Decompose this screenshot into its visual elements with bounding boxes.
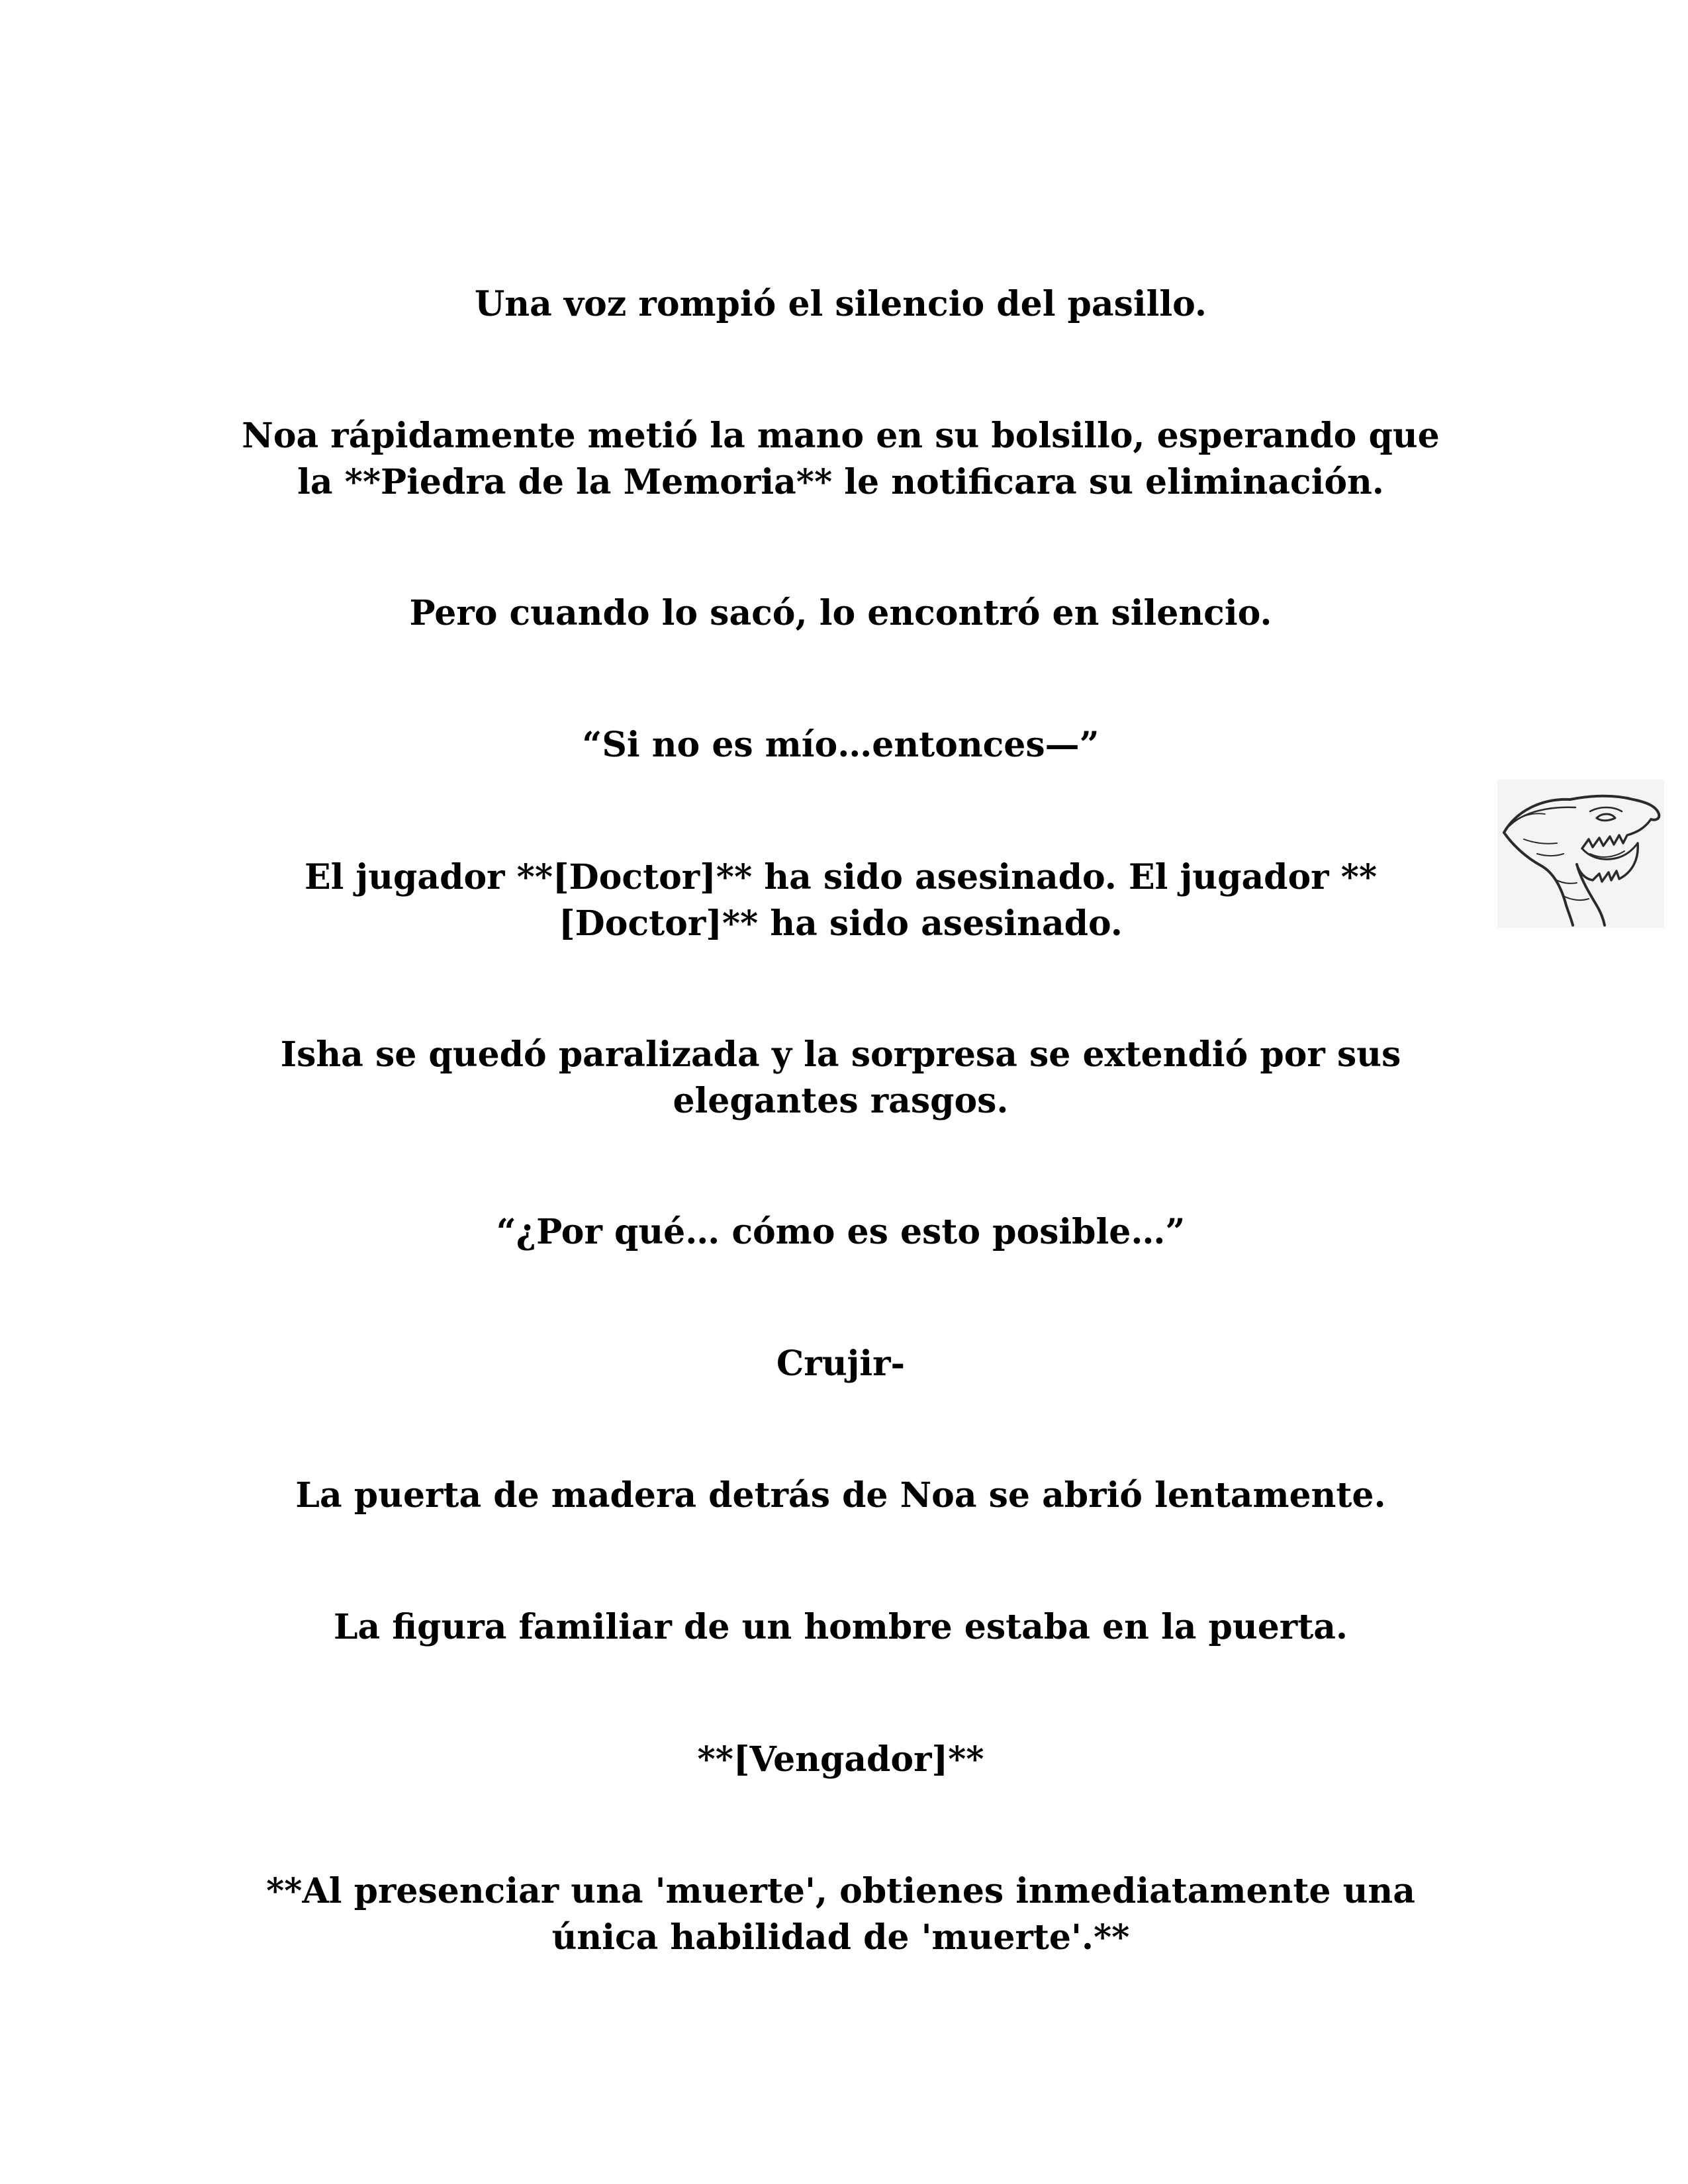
paragraph-11: **[Vengador]** [697,1739,984,1780]
paragraph-8: Crujir- [776,1343,906,1384]
dinosaur-head-icon [1497,780,1664,928]
paragraph-1: Una voz rompió el silencio del pasillo. [474,284,1207,324]
paragraph-3: Pero cuando lo sacó, lo encontró en silencio. [409,593,1272,633]
paragraph-10: La figura familiar de un hombre estaba en la puerta. [333,1607,1348,1647]
paragraph-4: “Si no es mío…entonces—” [582,725,1100,765]
paragraph-9: La puerta de madera detrás de Noa se abrió lentamente. [295,1475,1386,1516]
paragraph-12: **Al presenciar una 'muerte', obtienes inmediatamente una única habilidad de 'muerte'.** [266,1871,1415,1958]
paragraph-5: El jugador **[Doctor]** ha sido asesinado. El jugador **[Doctor]** ha sido asesinado. [304,857,1378,944]
paragraph-6: Isha se quedó paralizada y la sorpresa se extendió por sus elegantes rasgos. [280,1034,1401,1121]
paragraph-7: “¿Por qué… cómo es esto posible…” [496,1212,1186,1252]
paragraph-2: Noa rápidamente metió la mano en su bolsillo, esperando que la **Piedra de la Memoria** le notificara su eliminación. [242,416,1440,502]
